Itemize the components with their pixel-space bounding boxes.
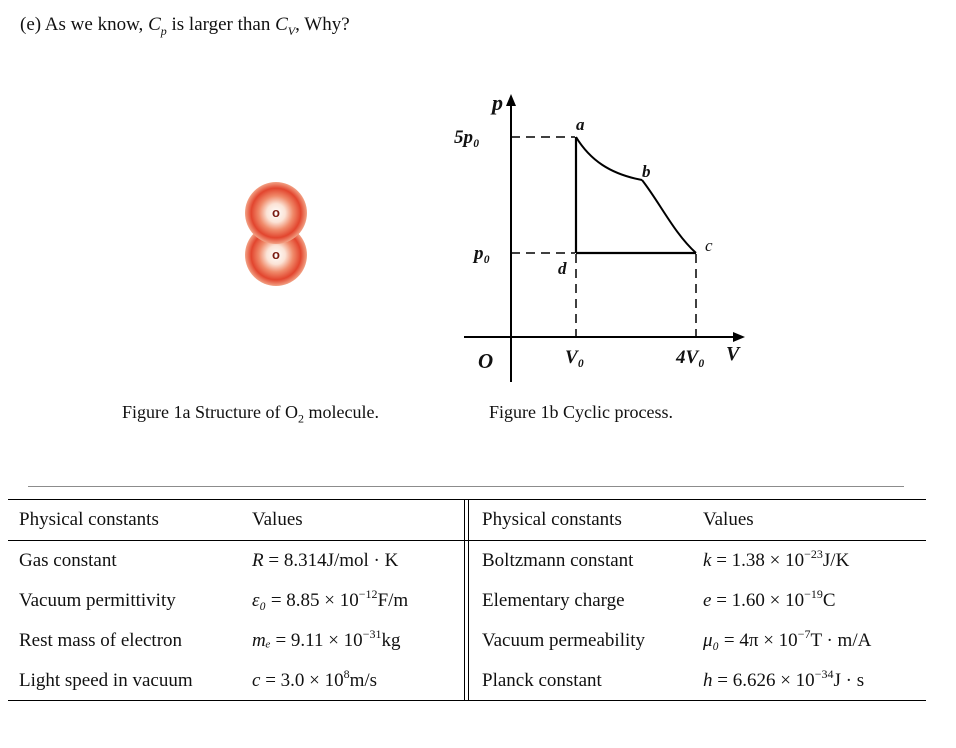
figure-1a-caption-pre: Figure 1a Structure of O	[122, 402, 298, 422]
question-label: (e)	[20, 14, 42, 35]
constants-table	[8, 499, 926, 701]
row-3-name-left: Rest mass of electron	[19, 630, 183, 651]
row-1-value-right	[703, 547, 850, 572]
table-header-border	[8, 540, 926, 541]
row-3-symbol-left: mₑ	[252, 630, 271, 651]
row-2-value-right	[703, 587, 836, 612]
cv-subscript: V	[287, 23, 296, 38]
figure-1a-caption-sub: 2	[297, 411, 304, 426]
row-3-exponent-left: −31	[362, 627, 382, 641]
header-values-right: Values	[703, 509, 754, 530]
axis-label-v: V	[726, 343, 740, 365]
row-2-exponent-right: −19	[804, 587, 823, 601]
header-physical-constants-right: Physical constants	[482, 509, 622, 530]
pv-diagram	[440, 88, 770, 388]
row-1-name-left: Gas constant	[19, 550, 117, 571]
row-3-number-left: = 9.11 × 10	[270, 630, 363, 651]
label-5p0: 5p₀	[454, 127, 480, 148]
cp-symbol: C	[148, 14, 161, 35]
figure-1a-caption-post: molecule.	[303, 402, 379, 422]
row-3-unit-left: kg	[381, 630, 401, 651]
row-4-exponent-left: 8	[343, 667, 350, 681]
row-2-unit-right: C	[822, 590, 836, 611]
row-1-exponent-right: −23	[804, 547, 823, 561]
row-1-number-left: = 8.314J/mol · K	[263, 550, 399, 571]
figure-1a-caption	[122, 402, 379, 427]
row-4-unit-left: m/s	[349, 670, 378, 691]
label-p0: p₀	[474, 243, 491, 264]
row-1-symbol-right: k	[703, 550, 712, 571]
row-1-name-right: Boltzmann constant	[482, 550, 634, 571]
figure-1b-caption: Figure 1b Cyclic process.	[489, 402, 673, 422]
row-4-number-right: = 6.626 × 10	[712, 670, 815, 691]
cv-symbol: C	[275, 14, 288, 35]
row-3-unit-right: T · m/A	[810, 630, 872, 651]
row-1-unit-right: J/K	[822, 550, 850, 571]
row-4-name-left: Light speed in vacuum	[19, 670, 193, 691]
table-divider-right	[468, 499, 469, 701]
table-divider-left	[464, 499, 465, 701]
row-4-exponent-right: −34	[814, 667, 834, 681]
row-3-exponent-right: −7	[797, 627, 811, 641]
row-2-number-right: = 1.60 × 10	[711, 590, 805, 611]
v-axis-arrow	[733, 332, 745, 342]
question-text-after: , Why?	[295, 14, 350, 35]
header-physical-constants-left: Physical constants	[19, 509, 159, 530]
row-2-name-left: Vacuum permittivity	[19, 590, 176, 611]
row-4-symbol-left: c	[252, 670, 261, 691]
question-text	[20, 14, 350, 39]
row-4-name-right: Planck constant	[482, 670, 602, 691]
p-axis-arrow	[506, 94, 516, 106]
row-1-number-right: = 1.38 × 10	[711, 550, 805, 571]
row-3-value-left	[252, 627, 401, 652]
row-2-symbol-right: e	[703, 590, 712, 611]
point-b-label: b	[642, 162, 651, 181]
atom-label-bottom: o	[272, 247, 280, 262]
point-d-label: d	[558, 259, 567, 278]
question-text-before: As we know,	[44, 14, 149, 35]
row-4-unit-right: J · s	[833, 670, 865, 691]
process-b-c	[642, 180, 696, 253]
row-2-name-right: Elementary charge	[482, 590, 625, 611]
section-divider	[28, 486, 904, 487]
cp-subscript: p	[160, 23, 167, 38]
row-2-number-left: = 8.85 × 10	[266, 590, 359, 611]
axis-label-p: p	[492, 90, 503, 115]
row-4-number-left: = 3.0 × 10	[260, 670, 344, 691]
label-4v0: 4V₀	[676, 347, 705, 368]
row-3-name-right: Vacuum permeability	[482, 630, 646, 651]
row-4-value-left	[252, 667, 378, 692]
table-bottom-border	[8, 700, 926, 701]
table-top-border	[8, 499, 926, 500]
row-2-value-left	[252, 587, 409, 612]
row-2-symbol-left: ε₀	[252, 590, 267, 611]
atom-label-top: o	[272, 205, 280, 220]
question-text-mid: is larger than	[166, 14, 276, 35]
header-values-left: Values	[252, 509, 303, 530]
point-a-label: a	[576, 115, 585, 134]
row-2-unit-left: F/m	[377, 590, 409, 611]
process-a-b	[576, 137, 642, 180]
o2-molecule-figure	[232, 170, 322, 300]
row-4-symbol-right: h	[703, 670, 713, 691]
row-1-symbol-left: R	[252, 550, 264, 571]
row-1-value-left	[252, 550, 398, 572]
row-4-value-right	[703, 667, 865, 692]
row-2-exponent-left: −12	[358, 587, 378, 601]
row-3-value-right	[703, 627, 872, 652]
row-3-number-right: = 4π × 10	[719, 630, 798, 651]
row-3-symbol-right: μ₀	[703, 630, 720, 651]
origin-label: O	[478, 349, 494, 373]
label-v0: V₀	[565, 347, 585, 368]
point-c-label: c	[705, 236, 713, 255]
